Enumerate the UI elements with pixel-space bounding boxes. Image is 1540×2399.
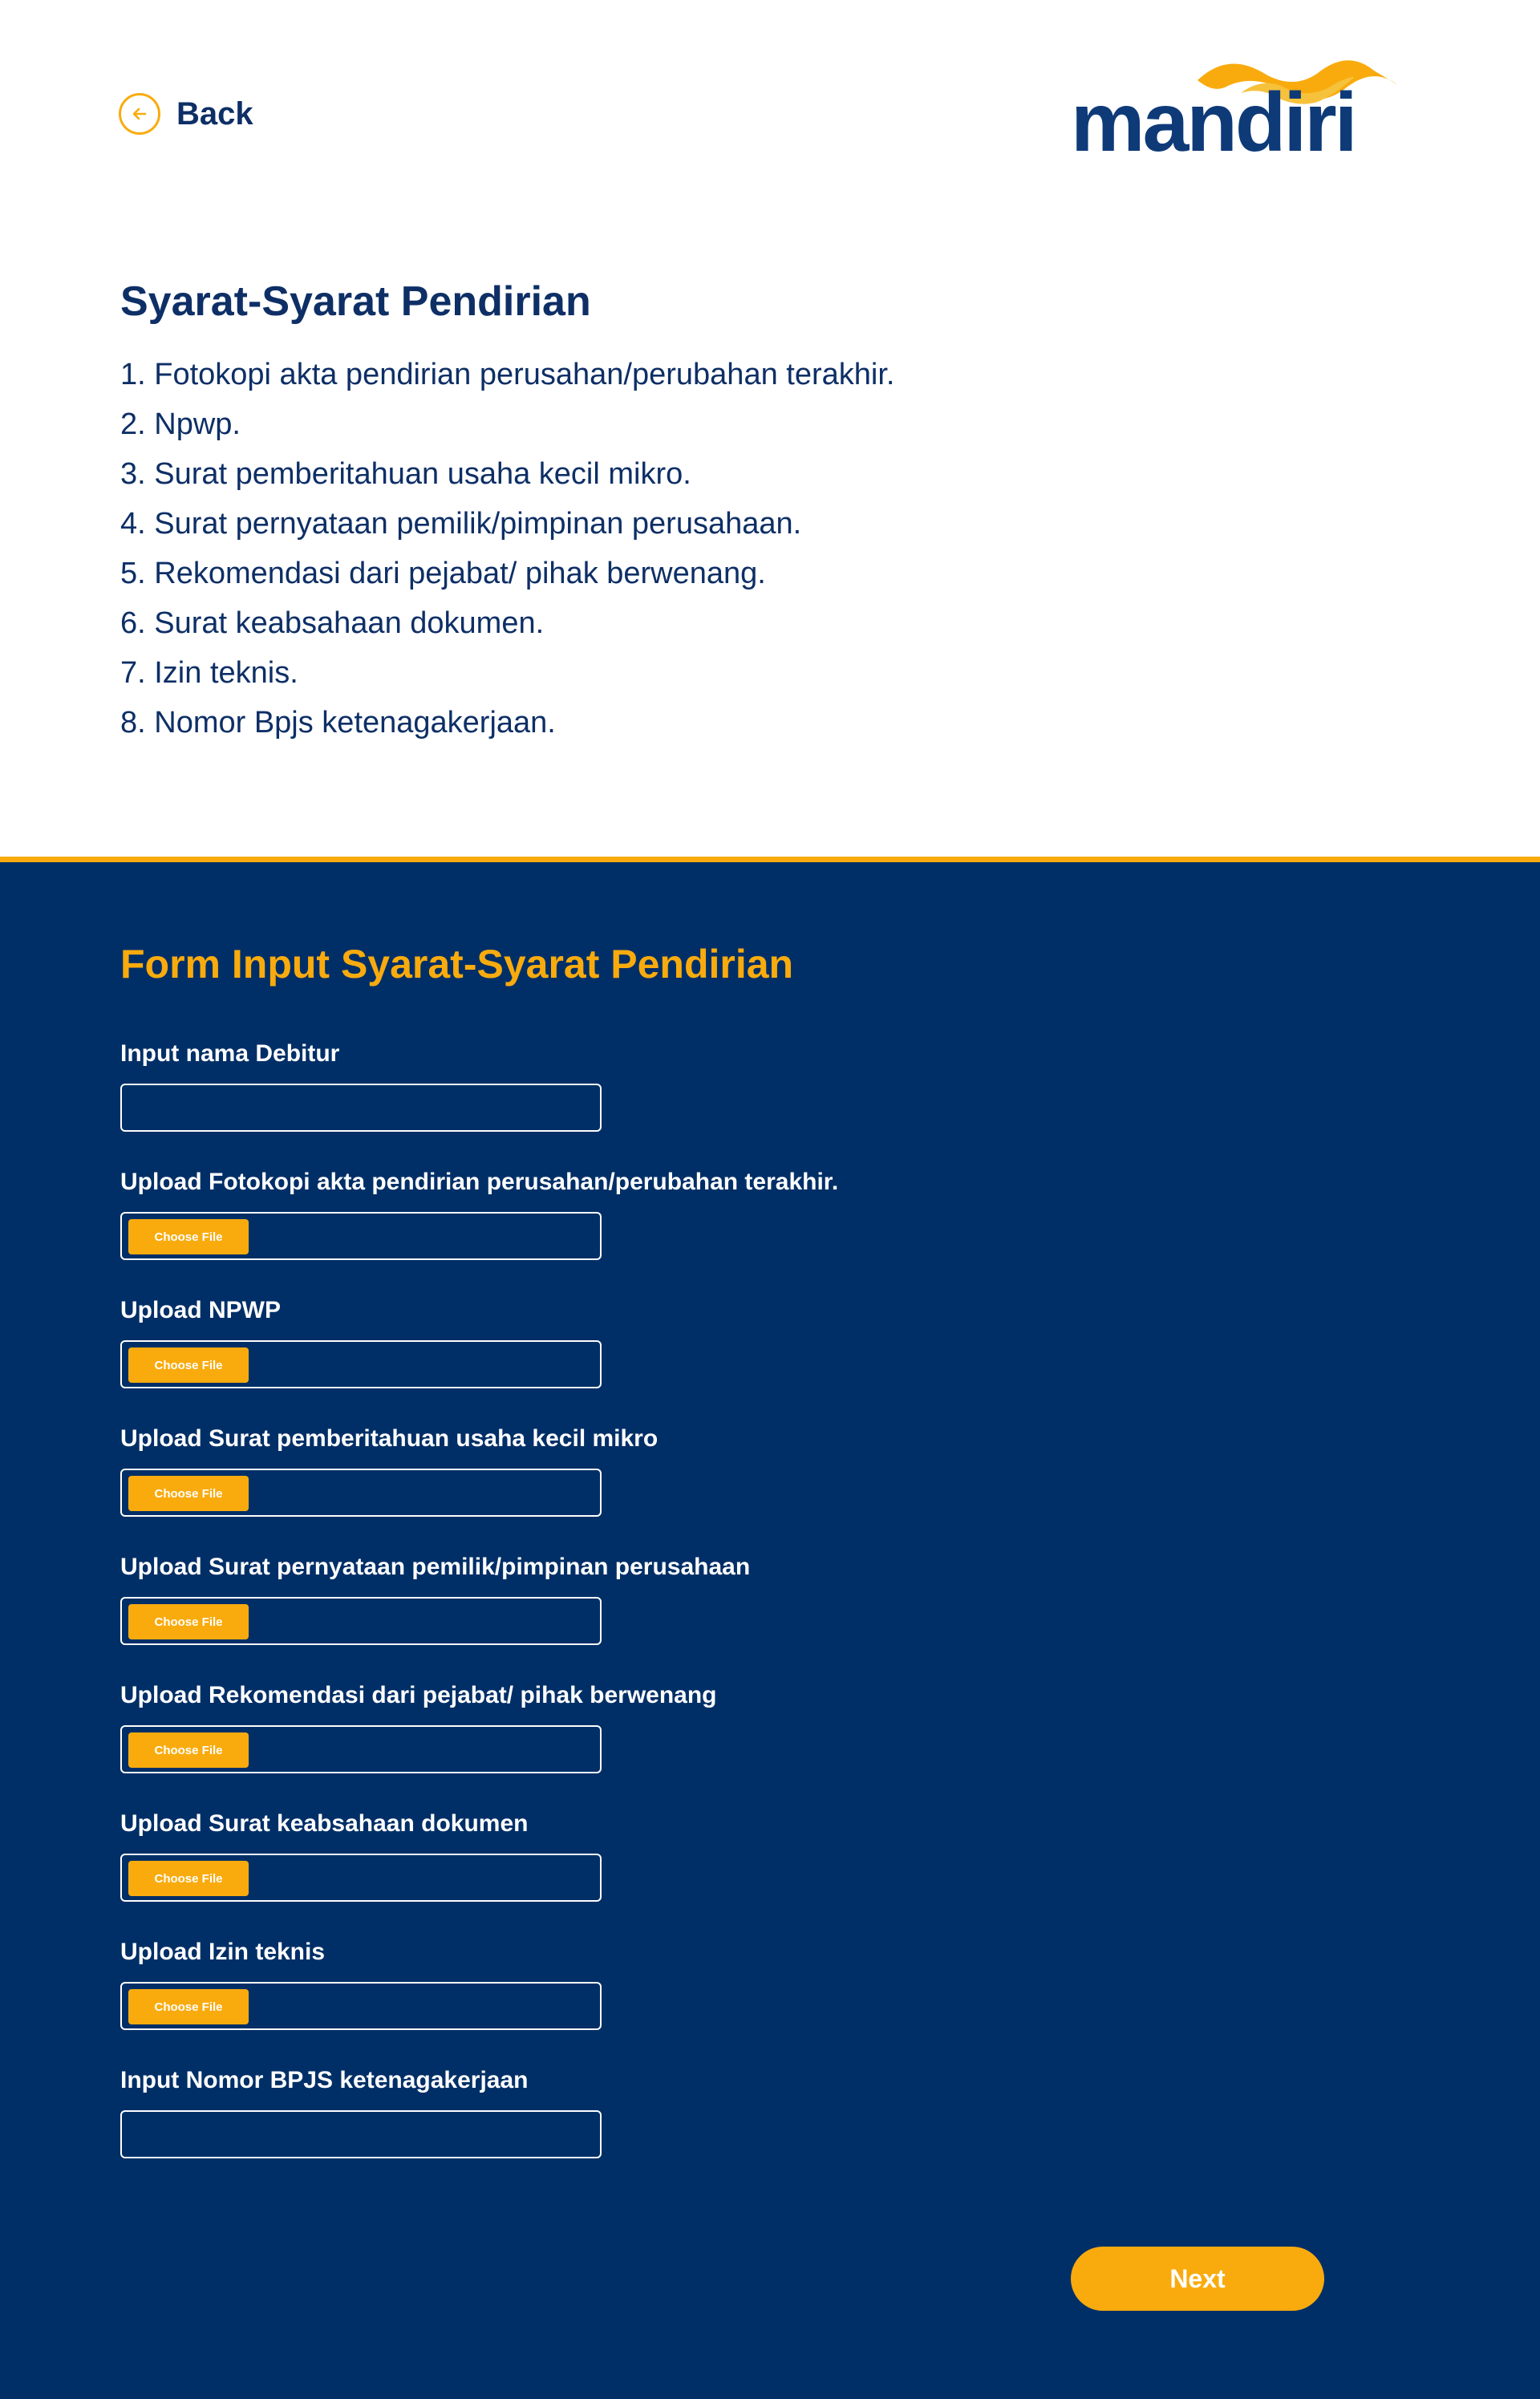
file-separator xyxy=(255,1735,257,1767)
form-title: Form Input Syarat-Syarat Pendirian xyxy=(120,942,794,987)
list-item: 2. Npwp. xyxy=(120,407,241,441)
bpjs-number-input[interactable] xyxy=(122,2112,600,2157)
arrow-left-icon xyxy=(119,93,160,135)
pernyataan-upload-label: Upload Surat pernyataan pemilik/pimpinan perusahaan xyxy=(120,1554,751,1580)
list-item: 1. Fotokopi akta pendirian perusahan/perubahan terakhir. xyxy=(120,358,895,391)
header-section xyxy=(0,0,1540,857)
file-separator xyxy=(255,1222,257,1254)
svg-text:mandiri: mandiri xyxy=(1071,76,1356,157)
bpjs-number-field[interactable] xyxy=(120,2110,602,2158)
choose-file-button[interactable]: Choose File xyxy=(128,1476,249,1511)
choose-file-button[interactable]: Choose File xyxy=(128,1989,249,2024)
requirements-title: Syarat-Syarat Pendirian xyxy=(120,278,591,325)
keabsahaan-upload-label: Upload Surat keabsahaan dokumen xyxy=(120,1810,529,1837)
keabsahaan-upload-field[interactable] xyxy=(120,1854,602,1902)
list-item: 8. Nomor Bpjs ketenagakerjaan. xyxy=(120,706,556,740)
file-separator xyxy=(255,1992,257,2024)
list-item: 3. Surat pemberitahuan usaha kecil mikro. xyxy=(120,457,691,491)
form-section xyxy=(0,862,1540,2399)
bpjs-number-label: Input Nomor BPJS ketenagakerjaan xyxy=(120,2067,529,2093)
requirements-list xyxy=(120,350,894,748)
choose-file-button[interactable]: Choose File xyxy=(128,1861,249,1896)
usaha-mikro-upload-label: Upload Surat pemberitahuan usaha kecil mikro xyxy=(120,1425,659,1452)
rekomendasi-upload-label: Upload Rekomendasi dari pejabat/ pihak berwenang xyxy=(120,1682,717,1708)
file-separator xyxy=(255,1863,257,1895)
file-separator xyxy=(255,1350,257,1382)
list-item: 7. Izin teknis. xyxy=(120,656,298,690)
usaha-mikro-upload-field[interactable] xyxy=(120,1469,602,1517)
choose-file-button[interactable]: Choose File xyxy=(128,1732,249,1768)
rekomendasi-upload-field[interactable] xyxy=(120,1725,602,1773)
file-separator xyxy=(255,1607,257,1639)
akta-upload-field[interactable] xyxy=(120,1212,602,1260)
file-separator xyxy=(255,1478,257,1510)
section-divider xyxy=(0,857,1540,862)
pernyataan-upload-field[interactable] xyxy=(120,1597,602,1645)
list-item: 5. Rekomendasi dari pejabat/ pihak berwenang. xyxy=(120,557,766,590)
choose-file-button[interactable]: Choose File xyxy=(128,1604,249,1639)
npwp-upload-field[interactable] xyxy=(120,1340,602,1388)
debitur-name-label: Input nama Debitur xyxy=(120,1040,340,1067)
debitur-name-input[interactable] xyxy=(122,1085,600,1130)
next-button[interactable]: Next xyxy=(1071,2247,1324,2311)
choose-file-button[interactable]: Choose File xyxy=(128,1347,249,1383)
list-item: 4. Surat pernyataan pemilik/pimpinan perusahaan. xyxy=(120,507,802,541)
list-item: 6. Surat keabsahaan dokumen. xyxy=(120,606,545,640)
izin-teknis-upload-field[interactable] xyxy=(120,1982,602,2030)
npwp-upload-label: Upload NPWP xyxy=(120,1297,281,1323)
debitur-name-field[interactable] xyxy=(120,1084,602,1132)
back-label: Back xyxy=(176,95,253,132)
mandiri-logo xyxy=(1069,53,1398,157)
akta-upload-label: Upload Fotokopi akta pendirian perusahan/perubahan terakhir. xyxy=(120,1169,839,1195)
back-button[interactable] xyxy=(119,93,253,135)
choose-file-button[interactable]: Choose File xyxy=(128,1219,249,1254)
izin-teknis-upload-label: Upload Izin teknis xyxy=(120,1939,326,1965)
